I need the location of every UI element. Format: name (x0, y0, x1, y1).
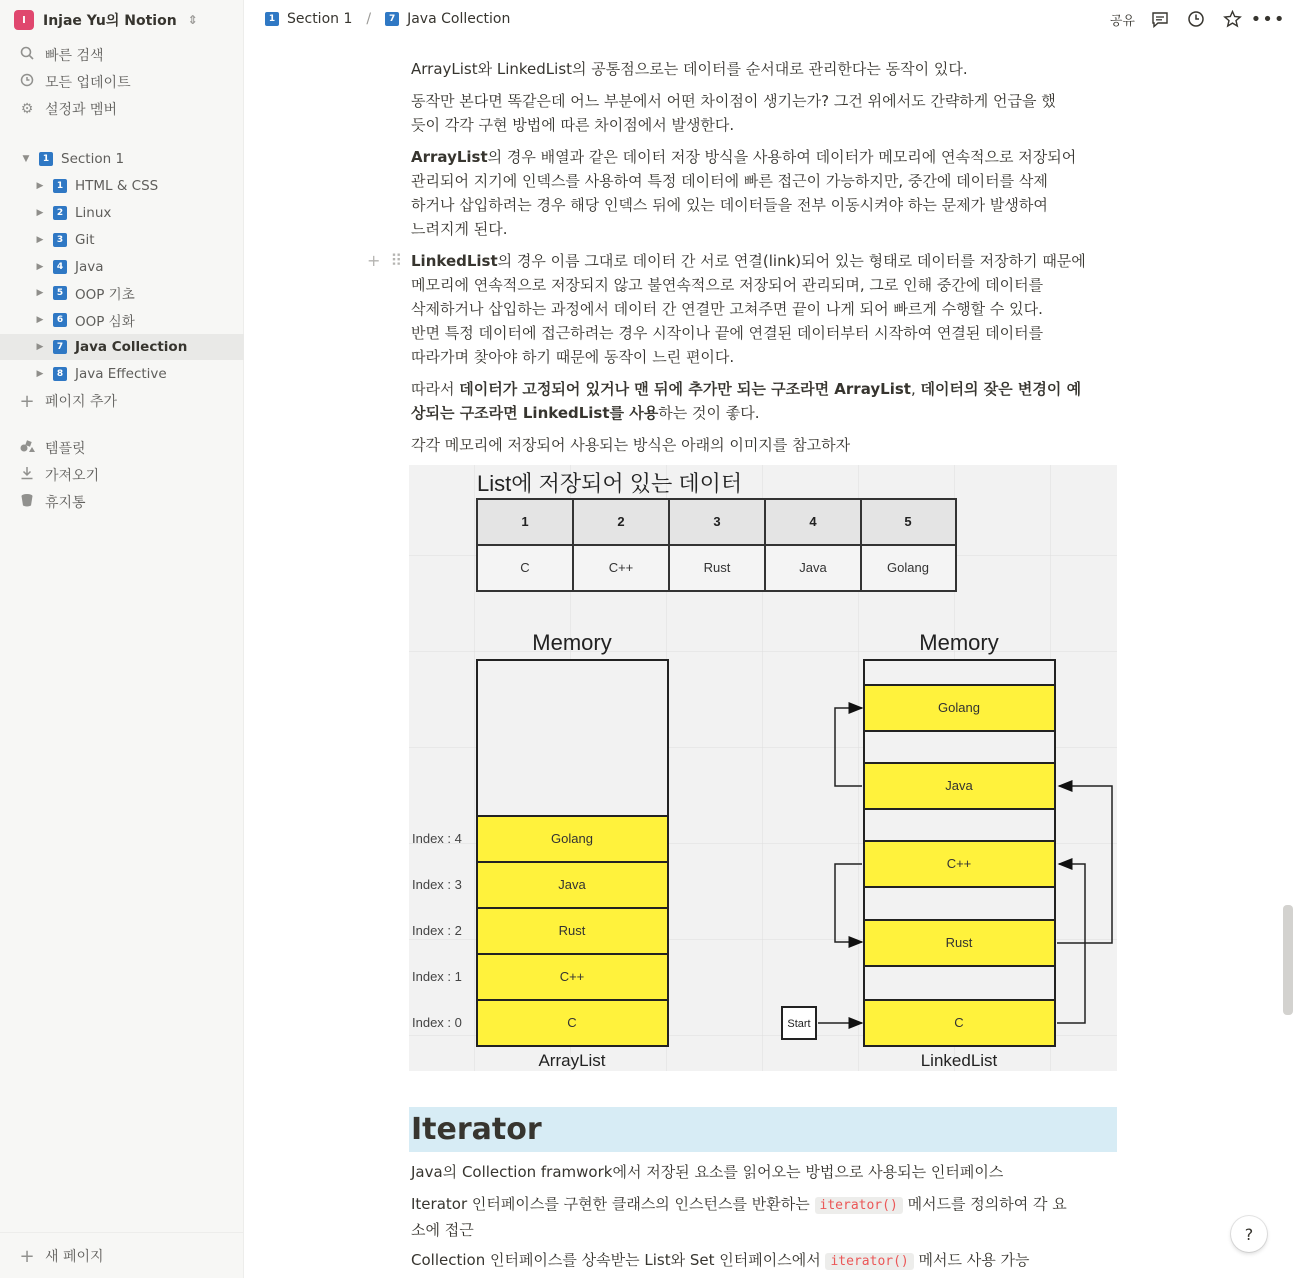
sidebar-section-1[interactable] (0, 146, 244, 172)
chevron-right-icon[interactable]: ▶ (36, 208, 44, 218)
clock-icon (17, 73, 37, 91)
plus-icon: + (19, 1245, 35, 1267)
table-header: 5 (904, 514, 912, 529)
paragraph-line (411, 249, 1117, 273)
sidebar-item-label: Git (75, 232, 95, 248)
chevron-right-icon[interactable]: ▶ (36, 262, 44, 272)
trash-icon (17, 493, 37, 511)
array-index-label: Index : 3 (412, 877, 462, 892)
breadcrumb-label: Section 1 (287, 11, 353, 27)
paragraph-line: 관리되어 지기에 인덱스를 사용하여 특정 데이터에 빠른 접근이 가능하지만, 중간에 데이터를 삭제 (411, 172, 1048, 190)
array-index-label: Index : 0 (412, 1015, 462, 1030)
paragraph-line: 메모리에 연속적으로 저장되지 않고 불연속적으로 저장되어 관리되며, 그로 인해 중간에 데이터를 (411, 276, 1044, 294)
workspace-logo: I (14, 10, 34, 30)
linked-cell-label: C (954, 1015, 964, 1030)
sidebar-item-java-effective[interactable] (0, 361, 244, 387)
bold-text: 데이터의 잦은 변경이 예 (920, 380, 1082, 398)
sidebar-item-label: 빠른 검색 (45, 48, 104, 64)
chevron-right-icon[interactable]: ▶ (36, 369, 44, 379)
sidebar-item-trash[interactable] (0, 489, 244, 515)
text: 하는 것이 좋다. (658, 404, 760, 422)
arraylist-caption: ArrayList (538, 1051, 606, 1070)
bold-text: ArrayList (411, 148, 488, 166)
page-icon: 4 (53, 260, 67, 274)
block-handle[interactable] (367, 249, 402, 273)
breadcrumb-item-section[interactable] (265, 11, 352, 27)
sidebar-item-linux[interactable] (0, 200, 244, 226)
text: 메서드 사용 가능 (913, 1251, 1030, 1269)
linkedlist-caption: LinkedList (920, 1051, 998, 1070)
text: 메서드를 정의하여 각 요 (902, 1195, 1067, 1213)
sidebar-item-java[interactable] (0, 254, 244, 280)
sidebar (0, 0, 244, 1278)
sidebar-item-label: 설정과 멤버 (45, 102, 118, 118)
paragraph-line (411, 145, 1117, 169)
sidebar-item-updates[interactable] (0, 69, 244, 95)
history-icon[interactable] (1185, 8, 1207, 30)
table-cell: Rust (703, 560, 731, 575)
chevron-updown-icon: ⇕ (187, 13, 198, 27)
sidebar-item-label: HTML & CSS (75, 178, 159, 194)
memory-label: Memory (532, 630, 612, 655)
breadcrumb-separator: / (366, 11, 372, 27)
array-index-label: Index : 4 (412, 831, 462, 846)
sidebar-item-label: Java Collection (75, 339, 188, 355)
sidebar-item-html-css[interactable] (0, 173, 244, 199)
page-icon: 6 (53, 313, 67, 327)
gear-icon: ⚙ (20, 101, 34, 117)
new-page-button[interactable] (0, 1243, 244, 1269)
diagram-title: List에 저장되어 있는 데이터 (477, 471, 743, 496)
paragraph-line: 하거나 삽입하려는 경우 해당 인덱스 뒤에 있는 데이터들을 전부 이동시켜야 하는 문제가 발생하여 (411, 196, 1048, 214)
sidebar-item-label: OOP 기초 (75, 287, 135, 303)
plus-icon[interactable]: + (367, 251, 381, 270)
sidebar-item-label: 템플릿 (45, 441, 86, 457)
table-cell: C (520, 560, 530, 575)
paragraph-line (411, 1192, 1117, 1218)
scrollbar-thumb[interactable] (1283, 905, 1293, 1015)
text: 의 경우 이름 그대로 데이터 간 서로 연결(link)되어 있는 형태로 데이터를 저장하기 때문에 (497, 252, 1086, 270)
chevron-right-icon[interactable]: ▶ (36, 315, 44, 325)
page-icon: 1 (53, 179, 67, 193)
paragraph: Java의 Collection framwork에서 저장된 요소를 읽어오는 방법으로 사용되는 인터페이스 (411, 1163, 1004, 1181)
array-cell-label: Java (558, 877, 586, 892)
sidebar-item-label: 휴지통 (45, 495, 86, 511)
page-icon: 3 (53, 233, 67, 247)
template-icon (17, 439, 37, 457)
paragraph: 각각 메모리에 저장되어 사용되는 방식은 아래의 이미지를 참고하자 (411, 436, 851, 454)
array-cell-label: Rust (558, 923, 586, 938)
page-icon: 8 (53, 367, 67, 381)
table-header: 3 (713, 514, 721, 529)
paragraph-line (411, 377, 1117, 401)
sidebar-item-label: 모든 업데이트 (45, 75, 131, 91)
table-cell: Golang (887, 560, 929, 575)
breadcrumb-item-page[interactable] (385, 11, 510, 27)
table-header: 2 (617, 514, 625, 529)
paragraph (411, 145, 1117, 241)
paragraph-line: 동작만 본다면 똑같은데 어느 부분에서 어떤 차이점이 생기는가? 그건 위에서도 간략하게 언급을 했 (411, 92, 1056, 110)
inline-code: iterator() (825, 1253, 913, 1270)
breadcrumb-label: Java Collection (407, 11, 511, 27)
data-table (477, 499, 956, 591)
paragraph (411, 89, 1117, 137)
share-button[interactable]: 공유 (1109, 13, 1135, 29)
paragraph (411, 1192, 1117, 1242)
table-header: 1 (521, 514, 529, 529)
paragraph-line: 삭제하거나 삽입하는 과정에서 데이터 간 연결만 고쳐주면 끝이 나게 되어 빠르게 수행할 수 있다. (411, 300, 1043, 318)
sidebar-item-oop-basics[interactable] (0, 280, 244, 306)
chevron-right-icon[interactable]: ▶ (36, 235, 44, 245)
page-icon: 5 (53, 286, 67, 300)
array-cell-label: C++ (559, 969, 585, 984)
paragraph-line: 소에 접근 (411, 1221, 474, 1239)
workspace-name: Injae Yu의 Notion (43, 13, 177, 29)
sidebar-item-label: OOP 심화 (75, 314, 135, 330)
sidebar-item-quick-search[interactable] (0, 42, 244, 68)
sidebar-item-java-collection[interactable] (0, 334, 244, 360)
drag-handle-icon[interactable]: ⠿ (390, 251, 403, 270)
list-memory-diagram (409, 465, 1117, 1071)
chevron-right-icon[interactable]: ▶ (36, 181, 44, 191)
text: Collection 인터페이스를 상속받는 List와 Set 인터페이스에서 (411, 1251, 826, 1269)
page-icon: 1 (39, 152, 53, 166)
paragraph-line: 따라가며 찾아야 하기 때문에 동작이 느린 편이다. (411, 348, 735, 366)
array-index-label: Index : 1 (412, 969, 462, 984)
paragraph-line (411, 401, 1117, 425)
page-icon: 1 (265, 12, 279, 26)
table-cell: C++ (608, 560, 634, 575)
sidebar-item-label: Java (75, 259, 104, 275)
text: 의 경우 배열과 같은 데이터 저장 방식을 사용하여 데이터가 메모리에 연속적으로 저장되어 (487, 148, 1077, 166)
chevron-right-icon[interactable]: ▶ (36, 342, 44, 352)
bold-text: LinkedList (411, 252, 498, 270)
linked-cell-label: Java (945, 778, 973, 793)
linked-cell-label: Golang (938, 700, 980, 715)
paragraph-line: 반면 특정 데이터에 접근하려는 경우 시작이나 끝에 연결된 데이터부터 시작하여 연결된 데이터를 (411, 324, 1044, 342)
paragraph (367, 249, 1117, 369)
sidebar-item-git[interactable] (0, 227, 244, 253)
top-actions (1109, 8, 1286, 30)
text: Iterator 인터페이스를 구현한 클래스의 인스턴스를 반환하는 (411, 1195, 815, 1213)
sidebar-footer (0, 1232, 244, 1278)
sidebar-item-label: Linux (75, 205, 112, 221)
memory-label: Memory (919, 630, 999, 655)
array-cell-label: Golang (551, 831, 593, 846)
sidebar-item-settings[interactable] (0, 96, 244, 122)
sidebar-item-label: 가져오기 (45, 468, 100, 484)
text: , (910, 380, 921, 398)
breadcrumb (265, 11, 510, 27)
sidebar-item-import[interactable] (0, 462, 244, 488)
comment-icon[interactable] (1149, 8, 1171, 30)
page-icon: 7 (53, 340, 67, 354)
paragraph (411, 1248, 1117, 1274)
chevron-down-icon[interactable]: ▼ (22, 154, 30, 164)
workspace-switcher[interactable] (14, 9, 198, 31)
search-icon (17, 46, 37, 64)
start-label: Start (787, 1018, 811, 1030)
inline-code: iterator() (815, 1197, 903, 1214)
page-icon: 2 (53, 206, 67, 220)
linked-cell-label: Rust (945, 935, 973, 950)
sidebar-add-page[interactable] (0, 388, 244, 414)
paragraph-line: 느려지게 된다. (411, 220, 508, 238)
text: 따라서 (411, 380, 460, 398)
sidebar-item-oop-advanced[interactable] (0, 307, 244, 333)
array-cell-label: C (567, 1015, 577, 1030)
new-page-label: 새 페이지 (45, 1249, 104, 1265)
table-header: 4 (809, 514, 817, 529)
paragraph (411, 377, 1117, 425)
array-index-label: Index : 2 (412, 923, 462, 938)
bold-text: 상되는 구조라면 LinkedList를 사용 (411, 404, 659, 422)
chevron-right-icon[interactable]: ▶ (36, 288, 44, 298)
paragraph: ArrayList와 LinkedList의 공통점으로는 데이터를 순서대로 관리한다는 동작이 있다. (411, 60, 968, 78)
sidebar-item-label: 페이지 추가 (45, 394, 118, 410)
plus-icon: + (19, 390, 35, 412)
star-icon[interactable] (1221, 8, 1243, 30)
more-icon[interactable]: ••• (1250, 8, 1286, 30)
paragraph-line: 듯이 각각 구현 방법에 따른 차이점에서 발생한다. (411, 116, 735, 134)
page-icon: 7 (385, 12, 399, 26)
table-cell: Java (799, 560, 827, 575)
bold-text: 데이터가 고정되어 있거나 맨 뒤에 추가만 되는 구조라면 ArrayList (459, 380, 911, 398)
topbar (245, 0, 1293, 38)
sidebar-item-label: Java Effective (75, 366, 167, 382)
sidebar-item-label: Section 1 (61, 151, 125, 167)
sidebar-item-templates[interactable] (0, 435, 244, 461)
help-button[interactable]: ? (1231, 1216, 1267, 1252)
linked-cell-label: C++ (946, 856, 972, 871)
heading-iterator: Iterator (409, 1107, 1117, 1152)
import-icon (17, 466, 37, 484)
